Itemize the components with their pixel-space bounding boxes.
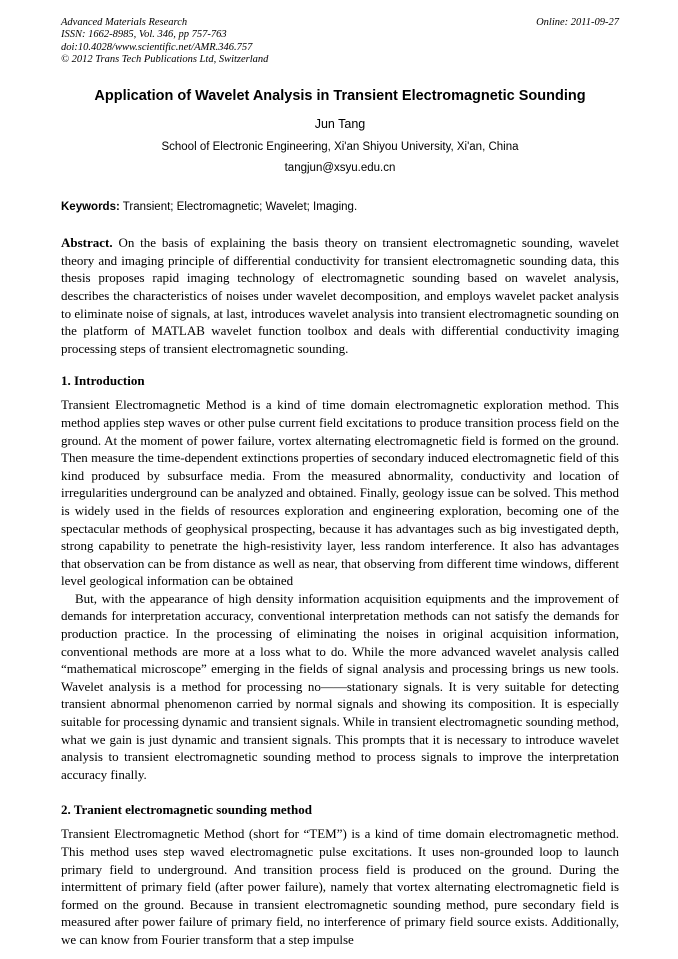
- keywords-label: Keywords:: [61, 201, 120, 214]
- author-email: tangjun@xsyu.edu.cn: [284, 162, 396, 175]
- journal-header: [61, 17, 619, 66]
- keywords-line: [61, 201, 619, 213]
- doi-line: doi:10.4028/www.scientific.net/AMR.346.757: [61, 41, 253, 53]
- journal-info-block: [61, 17, 268, 66]
- journal-name: Advanced Materials Research: [61, 17, 188, 28]
- online-date: Online: 2011-09-27: [536, 17, 619, 28]
- section-1-paragraph-1: Transient Electromagnetic Method is a kind of time domain electromagnetic exploration method. This method applies step waves or other pulse current field excitations to produce transition process field on the ground. At the moment of power failure, vortex alternating electromagnetic field is formed on the ground. Then measure the time-dependent extinctions properties of secondary induced electromagnetic field of this kind produced by subsurface media. From the measured abnormality, conductivity and location of irregularities underground can be analyzed and obtained. Finally, geology issue can be solved. This method is widely used in the fields of resources exploration and engineering exploration, becoming one of the spectacular methods of geophysical prospecting, because it has advantages such as big investigated depth, strong capability to penetrate the high-resistivity layer, less random interference. It also has advantages that observation can be from distance as well as near, that observing from different time windows, different level geological information can be obtained: [61, 397, 619, 589]
- section-2-paragraph-1: Transient Electromagnetic Method (short for “TEM”) is a kind of time domain electromagnetic method. This method uses step waved electromagnetic pulse excitations. It uses non-grounded loop to launch primary field to underground. And transition process field is produced on the ground. During the intermittent of primary field (after power failure), namely that vortex alternating electromagnetic field is formed on the ground. Because in transient electromagnetic sounding method, pure secondary field is measured after power failure of primary field, no interference of primary field source exists. Additionally, we can know from Fourier transform that a step impulse: [61, 826, 619, 947]
- copyright-line: © 2012 Trans Tech Publications Ltd, Switzerland: [61, 53, 269, 65]
- author-affiliation: School of Electronic Engineering, Xi'an Shiyou University, Xi'an, China: [161, 141, 519, 154]
- section-2-heading: 2. Tranient electromagnetic sounding method: [61, 802, 312, 818]
- abstract-text: On the basis of explaining the basis theory on transient electromagnetic sounding, wavelet theory and imaging principle of differential conductivity for transient electromagnetic sounding data, this thesis proposes rapid imaging technology of electromagnetic sounding based on wavelet analysis, describes the characteristics of noises under wavelet decomposition, and employs wavelet packet analysis to eliminate noise of signals, at last, introduces wavelet analysis into transient electromagnetic sounding on the platform of MATLAB wavelet function toolbox and deals with differential conductivity imaging processing steps of transient electromagnetic sounding.: [61, 235, 619, 356]
- keywords-text: Transient; Electromagnetic; Wavelet; Imaging.: [119, 201, 358, 214]
- abstract-paragraph: [61, 234, 619, 357]
- paper-title: Application of Wavelet Analysis in Transient Electromagnetic Sounding: [94, 88, 586, 105]
- section-1-heading: 1. Introduction: [61, 373, 145, 389]
- abstract-label: Abstract.: [61, 235, 113, 251]
- section-1-paragraph-2: But, with the appearance of high density information acquisition equipments and the improvement of demands for interpretation accuracy, conventional interpretation methods can not satisfy the demands for production practice. In the processing of eliminating the noises in original acquisition information, conventional methods are more at a loss what to do. While the more advanced wavelet analysis called “mathematical microscope” emerging in the fields of signal analysis and processing brings us new tools. Wavelet analysis is a method for processing no——stationary signals. It is very suitable for detecting transient abnormal phenomenon carried by normal signals and showing its composition. It is especially suitable for processing dynamic and transient signals. While in transient electromagnetic sounding method, what we gain is just dynamic and transient signals. This prompts that it is necessary to introduce wavelet analysis to transient electromagnetic sounding method to process signals to improve the interpretation accuracy finally.: [61, 590, 619, 782]
- author-name: Jun Tang: [314, 117, 366, 132]
- issn-volume-line: ISSN: 1662-8985, Vol. 346, pp 757-763: [61, 29, 227, 41]
